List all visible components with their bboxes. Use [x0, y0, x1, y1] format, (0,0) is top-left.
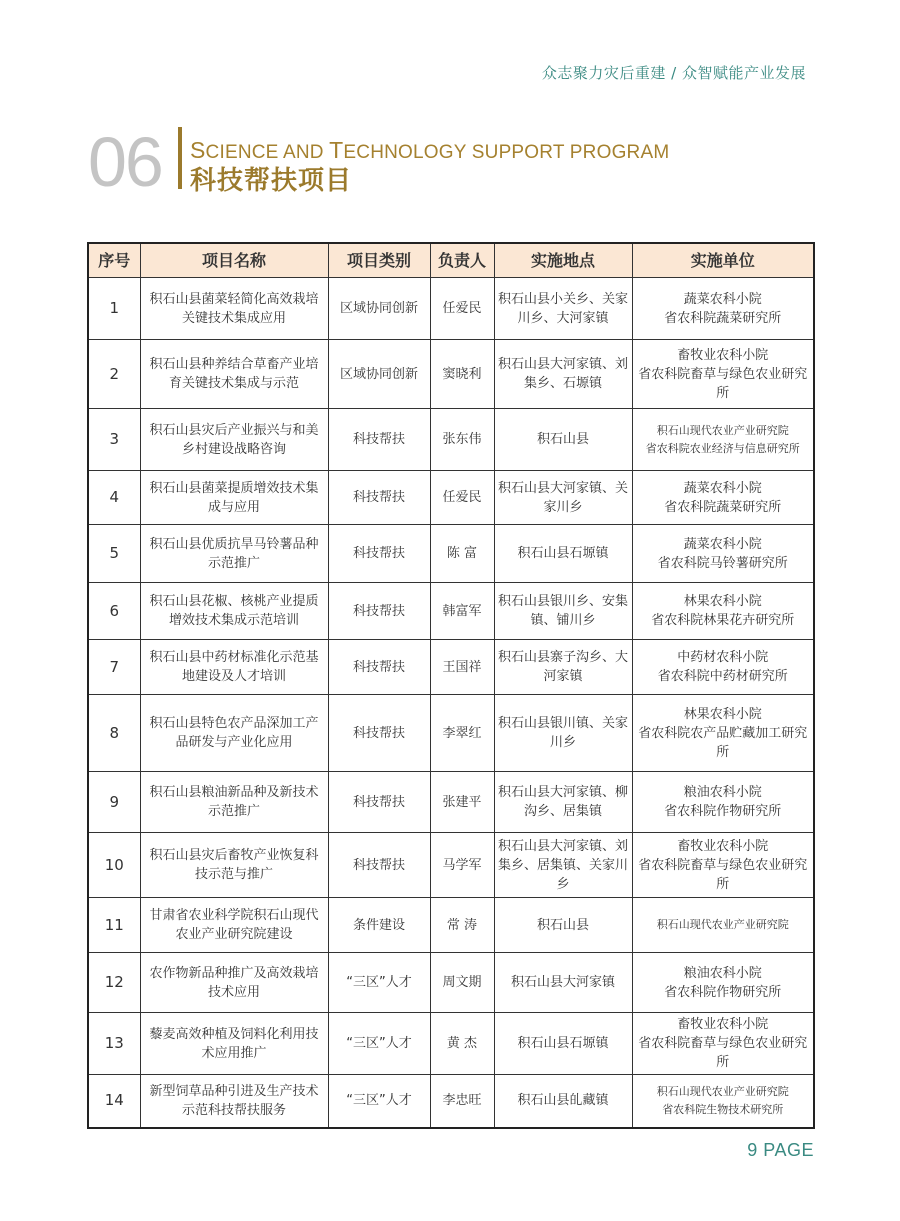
implementing-unit [632, 640, 814, 695]
project-leader: 李翠红 [430, 695, 494, 772]
table-row [88, 471, 814, 525]
project-name: 积石山县菌菜轻简化高效栽培关键技术集成应用 [140, 278, 328, 340]
implementing-unit [632, 1075, 814, 1128]
project-category: 科技帮扶 [328, 525, 430, 583]
unit-line: 省农科院蔬菜研究所 [664, 310, 782, 326]
table-row [88, 340, 814, 409]
project-leader: 马学军 [430, 833, 494, 898]
project-name: 农作物新品种推广及高效栽培技术应用 [140, 953, 328, 1013]
row-number: 14 [88, 1075, 140, 1128]
project-category: 科技帮扶 [328, 640, 430, 695]
unit-line: 蔬菜农科小院 [683, 536, 762, 552]
row-number: 5 [88, 525, 140, 583]
project-leader: 黄 杰 [430, 1013, 494, 1075]
unit-line: 省农科院农产品贮藏加工研究所 [638, 725, 808, 760]
title-divider-bar [178, 127, 182, 189]
project-location: 积石山县银川乡、安集镇、铺川乡 [494, 583, 632, 640]
row-number: 13 [88, 1013, 140, 1075]
implementing-unit [632, 340, 814, 409]
project-leader: 韩富军 [430, 583, 494, 640]
unit-line: 省农科院作物研究所 [664, 984, 782, 1000]
page-number: 9 PAGE [747, 1140, 814, 1160]
project-name: 积石山县菌菜提质增效技术集成与应用 [140, 471, 328, 525]
project-location: 积石山县大河家镇 [494, 953, 632, 1013]
project-category: 条件建设 [328, 898, 430, 953]
implementing-unit [632, 695, 814, 772]
unit-line: 积石山现代农业产业研究院 [656, 918, 789, 931]
row-number: 12 [88, 953, 140, 1013]
project-location: 积石山县寨子沟乡、大河家镇 [494, 640, 632, 695]
header-cell-category: 项目类别 [328, 243, 430, 278]
project-location: 积石山县大河家镇、刘集乡、居集镇、关家川乡 [494, 833, 632, 898]
project-name: 藜麦高效种植及饲料化利用技术应用推广 [140, 1013, 328, 1075]
header-cell-name: 项目名称 [140, 243, 328, 278]
unit-line: 省农科院中药材研究所 [657, 669, 788, 684]
implementing-unit [632, 772, 814, 833]
title-en-part-2: ECHNOLOGY SUPPORT PROGRAM [343, 142, 670, 163]
project-category: 科技帮扶 [328, 772, 430, 833]
table-row [88, 583, 814, 640]
running-header: 众志聚力灾后重建 / 众智赋能产业发展 [541, 64, 806, 82]
project-leader: 李忠旺 [430, 1075, 494, 1128]
unit-line: 省农科院林果花卉研究所 [651, 613, 795, 628]
project-category: 科技帮扶 [328, 695, 430, 772]
project-name: 积石山县灾后产业振兴与和美乡村建设战略咨询 [140, 409, 328, 471]
table-row [88, 772, 814, 833]
project-name: 积石山县灾后畜牧产业恢复科技示范与推广 [140, 833, 328, 898]
project-leader: 张东伟 [430, 409, 494, 471]
table-row [88, 898, 814, 953]
unit-line: 省农科院农业经济与信息研究所 [645, 441, 800, 455]
project-location: 积石山县 [494, 409, 632, 471]
header-cell-unit: 实施单位 [632, 243, 814, 278]
table-row [88, 1013, 814, 1075]
project-category: “三区”人才 [328, 953, 430, 1013]
table-row [88, 695, 814, 772]
project-category: 科技帮扶 [328, 409, 430, 471]
title-en-initial-s: S [190, 137, 206, 163]
table-row [88, 409, 814, 471]
project-name: 积石山县中药材标准化示范基地建设及人才培训 [140, 640, 328, 695]
project-name: 甘肃省农业科学院积石山现代农业产业研究院建设 [140, 898, 328, 953]
table-row [88, 953, 814, 1013]
unit-line: 中药材农科小院 [677, 650, 769, 665]
project-leader: 陈 富 [430, 525, 494, 583]
implementing-unit [632, 1013, 814, 1075]
project-location: 积石山县银川镇、关家川乡 [494, 695, 632, 772]
unit-line: 粮油农科小院 [683, 785, 762, 800]
row-number: 6 [88, 583, 140, 640]
unit-line: 省农科院蔬菜研究所 [664, 499, 782, 515]
row-number: 10 [88, 833, 140, 898]
table-row [88, 1075, 814, 1128]
project-leader: 张建平 [430, 772, 494, 833]
table-row [88, 833, 814, 898]
header-cell-no: 序号 [88, 243, 140, 278]
unit-line: 畜牧业农科小院 [677, 1017, 769, 1032]
implementing-unit [632, 953, 814, 1013]
title-en-part-1: CIENCE AND [205, 142, 330, 163]
section-number: 06 [88, 123, 162, 201]
project-category: 区域协同创新 [328, 278, 430, 340]
project-leader: 窦晓利 [430, 340, 494, 409]
project-name: 积石山县种养结合草畜产业培育关键技术集成与示范 [140, 340, 328, 409]
project-location: 积石山县 [494, 898, 632, 953]
table-row [88, 278, 814, 340]
project-leader: 常 涛 [430, 898, 494, 953]
unit-line: 蔬菜农科小院 [683, 291, 762, 307]
project-name: 新型饲草品种引进及生产技术示范科技帮扶服务 [140, 1075, 328, 1128]
section-title-cn: 科技帮扶项目 [190, 166, 353, 196]
unit-line: 省农科院畜草与绿色农业研究所 [638, 857, 808, 892]
implementing-unit [632, 525, 814, 583]
implementing-unit [632, 583, 814, 640]
project-name: 积石山县特色农产品深加工产品研发与产业化应用 [140, 695, 328, 772]
project-leader: 任爱民 [430, 278, 494, 340]
project-category: 科技帮扶 [328, 583, 430, 640]
project-leader: 周文期 [430, 953, 494, 1013]
project-location: 积石山县小关乡、关家川乡、大河家镇 [494, 278, 632, 340]
project-location: 积石山县石塬镇 [494, 525, 632, 583]
unit-line: 省农科院畜草与绿色农业研究所 [638, 366, 808, 401]
unit-line: 省农科院畜草与绿色农业研究所 [638, 1036, 808, 1070]
row-number: 11 [88, 898, 140, 953]
unit-line: 省农科院作物研究所 [664, 804, 782, 819]
implementing-unit [632, 471, 814, 525]
row-number: 2 [88, 340, 140, 409]
implementing-unit [632, 833, 814, 898]
unit-line: 积石山现代农业产业研究院 [656, 423, 789, 437]
header-cell-leader: 负责人 [430, 243, 494, 278]
project-category: 区域协同创新 [328, 340, 430, 409]
unit-line: 省农科院生物技术研究所 [662, 1102, 784, 1116]
unit-line: 积石山现代农业产业研究院 [656, 1084, 789, 1098]
project-category: “三区”人才 [328, 1075, 430, 1128]
unit-line: 粮油农科小院 [683, 965, 762, 981]
project-location: 积石山县大河家镇、关家川乡 [494, 471, 632, 525]
project-location: 积石山县癿藏镇 [494, 1075, 632, 1128]
project-category: 科技帮扶 [328, 833, 430, 898]
row-number: 1 [88, 278, 140, 340]
row-number: 9 [88, 772, 140, 833]
project-location: 积石山县石塬镇 [494, 1013, 632, 1075]
row-number: 3 [88, 409, 140, 471]
project-location: 积石山县大河家镇、柳沟乡、居集镇 [494, 772, 632, 833]
implementing-unit [632, 278, 814, 340]
project-name: 积石山县粮油新品种及新技术示范推广 [140, 772, 328, 833]
unit-line: 省农科院马铃薯研究所 [657, 555, 788, 571]
row-number: 8 [88, 695, 140, 772]
project-name: 积石山县花椒、核桃产业提质增效技术集成示范培训 [140, 583, 328, 640]
project-name: 积石山县优质抗旱马铃薯品种示范推广 [140, 525, 328, 583]
row-number: 7 [88, 640, 140, 695]
implementing-unit [632, 898, 814, 953]
table-header-row [88, 243, 814, 278]
projects-table [87, 242, 815, 1129]
unit-line: 畜牧业农科小院 [677, 838, 769, 854]
unit-line: 林果农科小院 [683, 594, 762, 609]
project-leader: 任爱民 [430, 471, 494, 525]
header-cell-location: 实施地点 [494, 243, 632, 278]
table-row [88, 640, 814, 695]
project-leader: 王国祥 [430, 640, 494, 695]
implementing-unit [632, 409, 814, 471]
unit-line: 蔬菜农科小院 [683, 480, 762, 496]
project-location: 积石山县大河家镇、刘集乡、石塬镇 [494, 340, 632, 409]
table-row [88, 525, 814, 583]
project-category: “三区”人才 [328, 1013, 430, 1075]
title-en-initial-t: T [329, 137, 344, 163]
row-number: 4 [88, 471, 140, 525]
project-category: 科技帮扶 [328, 471, 430, 525]
unit-line: 林果农科小院 [683, 706, 762, 722]
projects-table-container [87, 242, 813, 1129]
unit-line: 畜牧业农科小院 [677, 347, 769, 363]
